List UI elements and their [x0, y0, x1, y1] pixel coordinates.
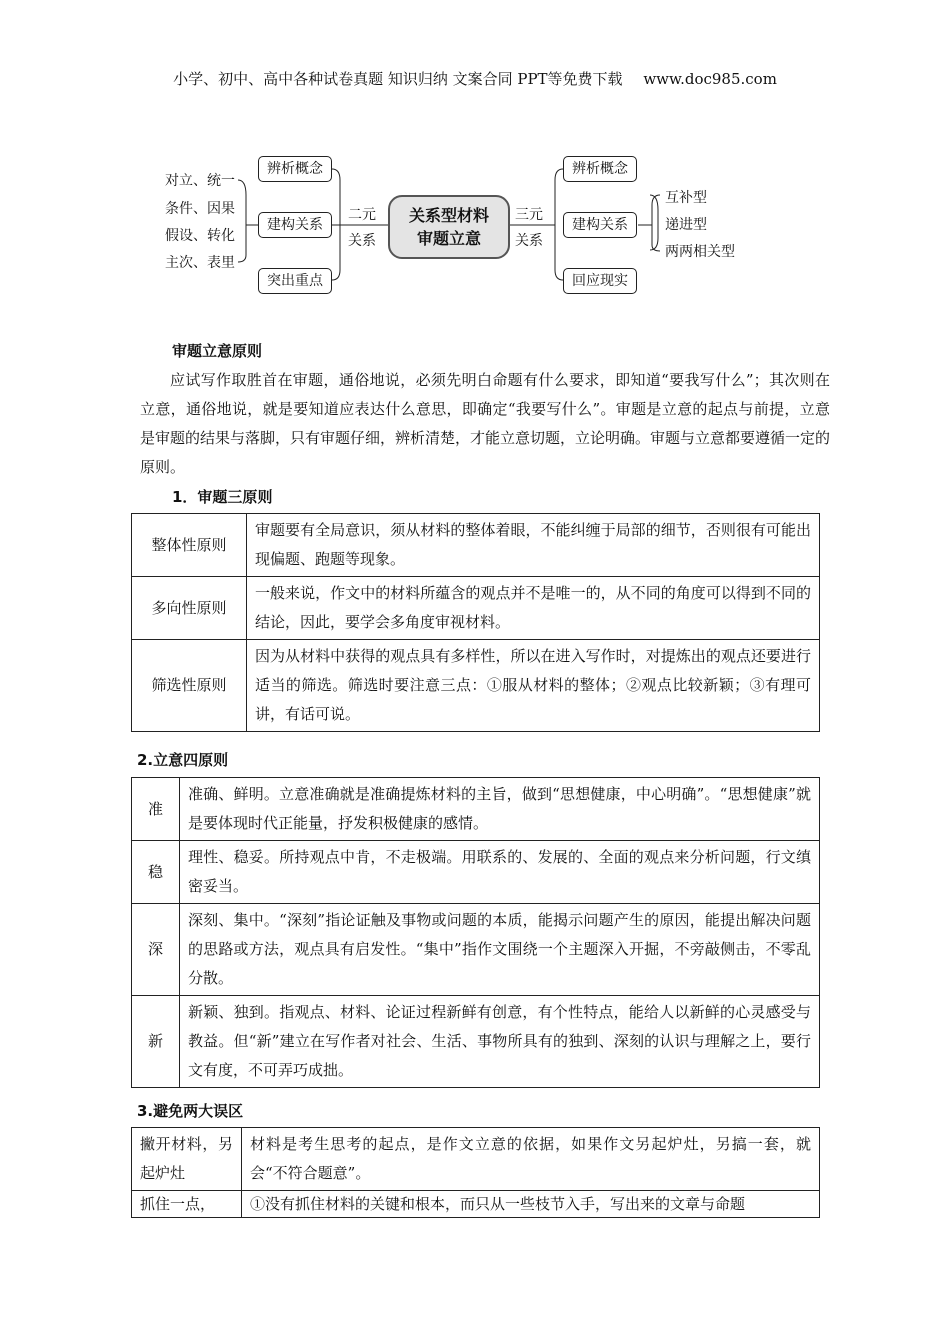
row-value: 理性、稳妥。所持观点中肯，不走极端。用联系的、发展的、全面的观点来分析问题，行文缜密妥当。 [180, 841, 820, 904]
table-row [132, 640, 820, 732]
left-box-3: 突出重点 [258, 268, 332, 294]
row-key: 深 [132, 904, 180, 996]
s3-title: 3.避免两大误区 [137, 1102, 244, 1120]
page-header [0, 68, 950, 89]
left-box-1: 辨析概念 [258, 156, 332, 182]
center-line-2: 审题立意 [416, 229, 481, 248]
left-branch-top: 二元 [348, 207, 376, 223]
left-item-2: 条件、因果 [165, 201, 235, 217]
center-node [388, 195, 510, 259]
left-branch-bottom: 关系 [348, 233, 376, 249]
table-row [132, 514, 820, 577]
table-row [132, 1128, 820, 1191]
table-row [132, 577, 820, 640]
row-key: 多向性原则 [132, 577, 247, 640]
right-branch-bottom: 关系 [515, 233, 543, 249]
right-item-1: 互补型 [665, 190, 707, 206]
center-line-1: 关系型材料 [408, 206, 489, 225]
header-url: www.doc985.com [643, 70, 777, 88]
right-box-2: 建构关系 [563, 212, 637, 238]
row-value: 材料是考生思考的起点，是作文立意的依据，如果作文另起炉灶，另搞一套，就会“不符合题意”。 [242, 1128, 820, 1191]
intro-paragraph: 应试写作取胜首在审题，通俗地说，必须先明白命题有什么要求，即知道“要我写什么”；其次则在立意，通俗地说，就是要知道应表达什么意思，即确定“我要写什么”。审题是立意的起点与前提，立意是审题的结果与落脚，只有审题仔细，辨析清楚，才能立意切题，立论明确。审题与立意都要遵循一定的原则。 [140, 371, 831, 476]
row-key: 抓住一点， [132, 1191, 242, 1218]
row-value: ①没有抓住材料的关键和根本，而只从一些枝节入手，写出来的文章与命题 [242, 1191, 820, 1218]
right-branch-top: 三元 [515, 207, 543, 223]
header-text: 小学、初中、高中各种试卷真题 知识归纳 文案合同 PPT等免费下载 [173, 70, 623, 88]
mind-map [160, 150, 780, 300]
row-key: 筛选性原则 [132, 640, 247, 732]
left-box-2: 建构关系 [258, 212, 332, 238]
row-value: 准确、鲜明。立意准确就是准确提炼材料的主旨，做到“思想健康，中心明确”。“思想健康”就是要体现时代正能量，抒发积极健康的感情。 [180, 778, 820, 841]
table-pitfalls [131, 1127, 820, 1218]
table-review-principles [131, 513, 820, 732]
right-item-3: 两两相关型 [665, 244, 735, 260]
row-value: 新颖、独到。指观点、材料、论证过程新鲜有创意，有个性特点，能给人以新鲜的心灵感受与教益。但“新”建立在写作者对社会、生活、事物所具有的独到、深刻的认识与理解之上，要行文有度，不可弄巧成拙。 [180, 996, 820, 1088]
row-value: 一般来说，作文中的材料所蕴含的观点并不是唯一的，从不同的角度可以得到不同的结论，因此，要学会多角度审视材料。 [247, 577, 820, 640]
section-title: 审题立意原则 [172, 342, 263, 360]
row-key: 撇开材料，另起炉灶 [132, 1128, 242, 1191]
row-value: 审题要有全局意识，须从材料的整体着眼，不能纠缠于局部的细节，否则很有可能出现偏题、跑题等现象。 [247, 514, 820, 577]
row-key: 稳 [132, 841, 180, 904]
s1-title [172, 486, 272, 507]
row-key: 整体性原则 [132, 514, 247, 577]
table-idea-principles [131, 777, 820, 1088]
right-box-1: 辨析概念 [563, 156, 637, 182]
left-item-4: 主次、表里 [165, 255, 235, 271]
right-item-2: 递进型 [665, 217, 707, 233]
table-row [132, 778, 820, 841]
s1-title-text: 1．审题三原则 [172, 488, 273, 506]
left-item-3: 假设、转化 [165, 228, 235, 244]
right-box-3: 回应现实 [563, 268, 637, 294]
s2-title: 2.立意四原则 [137, 751, 229, 769]
left-item-1: 对立、统一 [165, 173, 235, 189]
row-value: 深刻、集中。“深刻”指论证触及事物或问题的本质，能揭示问题产生的原因，能提出解决问题的思路或方法，观点具有启发性。“集中”指作文围绕一个主题深入开掘，不旁敲侧击，不零乱分散。 [180, 904, 820, 996]
row-key: 准 [132, 778, 180, 841]
table-row [132, 904, 820, 996]
table-row [132, 1191, 820, 1218]
row-key: 新 [132, 996, 180, 1088]
table-row [132, 996, 820, 1088]
row-value: 因为从材料中获得的观点具有多样性，所以在进入写作时，对提炼出的观点还要进行适当的筛选。筛选时要注意三点：①服从材料的整体；②观点比较新颖；③有理可讲，有话可说。 [247, 640, 820, 732]
table-row [132, 841, 820, 904]
